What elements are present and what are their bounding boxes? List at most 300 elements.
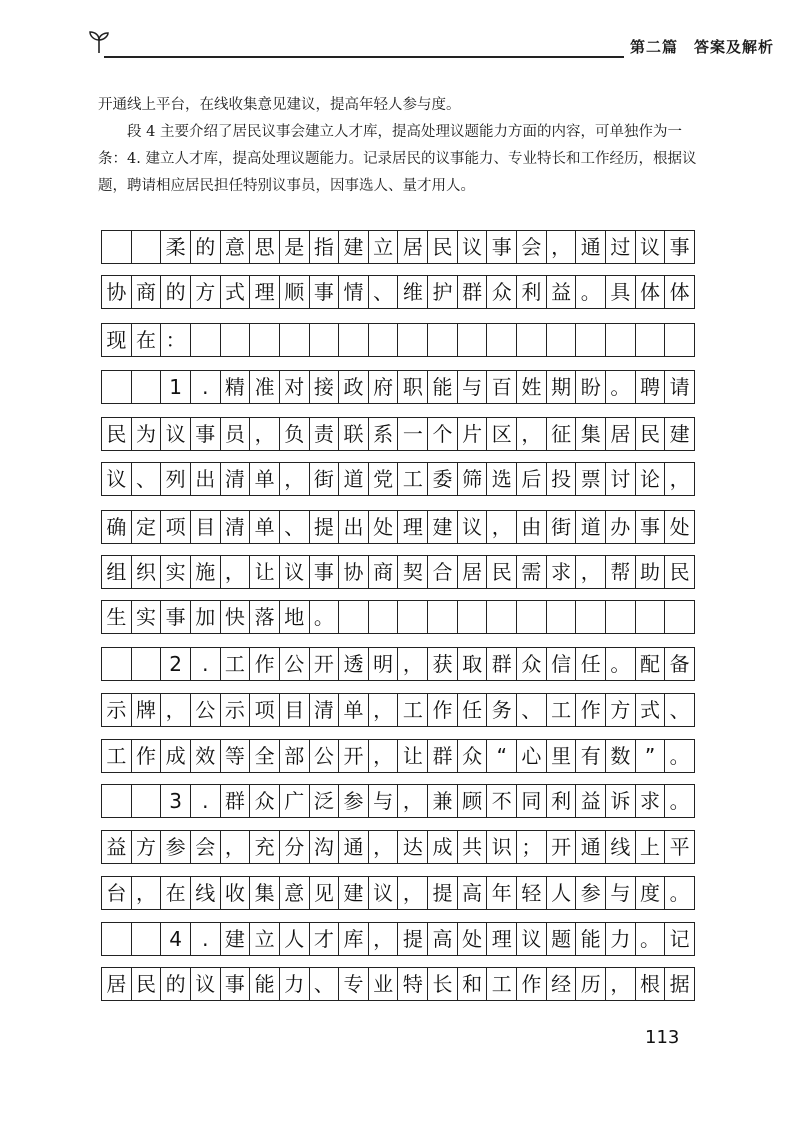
grid-cell (132, 648, 162, 680)
grid-cell: 街 (547, 511, 577, 543)
grid-cell: 事 (636, 511, 666, 543)
grid-cell: 。 (665, 740, 695, 772)
grid-cell: ， (221, 556, 251, 588)
grid-cell: 充 (250, 831, 280, 863)
grid-cell: 度 (636, 877, 666, 909)
answer-row (101, 275, 695, 309)
grid-cell: 人 (280, 923, 310, 955)
grid-cell: 柔 (161, 231, 191, 263)
grid-cell: 不 (487, 785, 517, 817)
grid-cell: 政 (339, 371, 369, 403)
grid-cell: 公 (191, 694, 221, 726)
answer-row (101, 510, 695, 544)
grid-cell: 众 (487, 276, 517, 308)
grid-cell: 委 (428, 463, 458, 495)
grid-cell: 、 (665, 694, 695, 726)
grid-cell: 居 (606, 418, 636, 450)
grid-cell: 公 (280, 648, 310, 680)
grid-cell: 在 (132, 324, 162, 356)
grid-cell (428, 601, 458, 633)
grid-cell: 投 (547, 463, 577, 495)
grid-cell: 力 (606, 923, 636, 955)
grid-cell: 效 (191, 740, 221, 772)
grid-cell: 议 (161, 418, 191, 450)
grid-cell: ， (398, 648, 428, 680)
grid-cell: 线 (191, 877, 221, 909)
grid-cell: 明 (369, 648, 399, 680)
grid-cell: 收 (221, 877, 251, 909)
printed-paragraph: 段 4 主要介绍了居民议事会建立人才库，提高处理议题能力方面的内容，可单独作为一条：4. 建立人才库，提高处理议题能力。记录居民的议事能力、专业特长和工作经历，根据议题，聘请相应居民担任特别议事员，因事选人、量才用人。 (98, 124, 697, 194)
grid-cell: 等 (221, 740, 251, 772)
header-rule (104, 56, 624, 58)
grid-cell: 票 (576, 463, 606, 495)
grid-cell: 协 (339, 556, 369, 588)
grid-cell: 项 (161, 511, 191, 543)
grid-cell: 工 (398, 694, 428, 726)
grid-cell: 区 (487, 418, 517, 450)
grid-cell (310, 324, 340, 356)
grid-cell: 开 (339, 740, 369, 772)
grid-cell (102, 785, 132, 817)
answer-row (101, 693, 695, 727)
grid-cell: 成 (428, 831, 458, 863)
grid-cell: 通 (576, 831, 606, 863)
grid-cell: 公 (310, 740, 340, 772)
grid-cell: 。 (636, 923, 666, 955)
grid-cell: 盼 (576, 371, 606, 403)
grid-cell: 作 (250, 648, 280, 680)
grid-cell: 情 (339, 276, 369, 308)
grid-cell: 合 (428, 556, 458, 588)
answer-row (101, 647, 695, 681)
grid-cell: 专 (339, 968, 369, 1000)
grid-cell: 集 (576, 418, 606, 450)
grid-cell (606, 601, 636, 633)
grid-cell: 诉 (606, 785, 636, 817)
grid-cell: ， (487, 511, 517, 543)
grid-cell: 清 (221, 463, 251, 495)
grid-cell: 征 (547, 418, 577, 450)
grid-cell: 见 (310, 877, 340, 909)
grid-cell: 建 (665, 418, 695, 450)
grid-cell: 益 (576, 785, 606, 817)
grid-cell: 沟 (310, 831, 340, 863)
grid-cell: 街 (310, 463, 340, 495)
grid-cell: ， (132, 877, 162, 909)
grid-cell: 单 (339, 694, 369, 726)
grid-cell: 会 (517, 231, 547, 263)
grid-cell: 工 (221, 648, 251, 680)
grid-cell: ： (161, 324, 191, 356)
grid-cell: 事 (161, 601, 191, 633)
grid-cell: 2 (161, 648, 191, 680)
page-number: 113 (645, 1027, 680, 1048)
grid-cell: 与 (458, 371, 488, 403)
grid-cell: 居 (458, 556, 488, 588)
grid-cell: 商 (369, 556, 399, 588)
grid-cell: 后 (517, 463, 547, 495)
grid-cell (665, 324, 695, 356)
grid-cell: 。 (606, 371, 636, 403)
grid-cell: 能 (576, 923, 606, 955)
grid-cell: 据 (665, 968, 695, 1000)
grid-cell: 识 (487, 831, 517, 863)
grid-cell: 人 (547, 877, 577, 909)
grid-cell: 织 (132, 556, 162, 588)
grid-cell: 论 (636, 463, 666, 495)
grid-cell: 目 (280, 694, 310, 726)
answer-row (101, 417, 695, 451)
grid-cell: 、 (517, 694, 547, 726)
grid-cell: 办 (606, 511, 636, 543)
grid-cell: ， (369, 831, 399, 863)
answer-row (101, 739, 695, 773)
grid-cell: 库 (339, 923, 369, 955)
grid-cell (102, 231, 132, 263)
grid-cell: 、 (280, 511, 310, 543)
grid-cell: 年 (487, 877, 517, 909)
grid-cell: ， (576, 556, 606, 588)
grid-cell: 题 (547, 923, 577, 955)
grid-cell (636, 601, 666, 633)
grid-cell: ， (547, 231, 577, 263)
grid-cell: 信 (547, 648, 577, 680)
grid-cell: 单 (250, 463, 280, 495)
grid-cell: 地 (280, 601, 310, 633)
grid-cell: 处 (369, 511, 399, 543)
grid-cell: 立 (369, 231, 399, 263)
grid-cell: 意 (280, 877, 310, 909)
grid-cell (636, 324, 666, 356)
grid-cell: ， (161, 694, 191, 726)
grid-cell: 建 (339, 877, 369, 909)
grid-cell: ， (398, 785, 428, 817)
grid-cell: 达 (398, 831, 428, 863)
grid-cell: 议 (458, 511, 488, 543)
grid-cell: 、 (369, 276, 399, 308)
grid-cell: 选 (487, 463, 517, 495)
grid-cell: 求 (547, 556, 577, 588)
grid-cell: 筛 (458, 463, 488, 495)
grid-cell: 员 (221, 418, 251, 450)
grid-cell: 体 (665, 276, 695, 308)
grid-cell: 式 (221, 276, 251, 308)
grid-cell (339, 324, 369, 356)
answer-row (101, 600, 695, 634)
grid-cell: 高 (458, 877, 488, 909)
grid-cell: 意 (221, 231, 251, 263)
grid-cell: 确 (102, 511, 132, 543)
grid-cell: 百 (487, 371, 517, 403)
answer-row (101, 876, 695, 910)
grid-cell: 兼 (428, 785, 458, 817)
grid-cell: 契 (398, 556, 428, 588)
grid-cell: 生 (102, 601, 132, 633)
grid-cell: 示 (221, 694, 251, 726)
grid-cell: 目 (191, 511, 221, 543)
grid-cell: 方 (132, 831, 162, 863)
grid-cell (576, 601, 606, 633)
grid-cell (132, 231, 162, 263)
grid-cell: 。 (310, 601, 340, 633)
grid-cell: 责 (310, 418, 340, 450)
grid-cell: 议 (636, 231, 666, 263)
grid-cell: 的 (191, 231, 221, 263)
grid-cell: 党 (369, 463, 399, 495)
grid-cell: . (191, 648, 221, 680)
grid-cell: “ (487, 740, 517, 772)
grid-cell: 民 (487, 556, 517, 588)
grid-cell: 求 (636, 785, 666, 817)
grid-cell: 牌 (132, 694, 162, 726)
grid-cell: 上 (636, 831, 666, 863)
grid-cell: ， (221, 831, 251, 863)
grid-cell: 商 (132, 276, 162, 308)
grid-cell (458, 324, 488, 356)
grid-cell: 广 (280, 785, 310, 817)
grid-cell: ， (369, 694, 399, 726)
grid-cell: 特 (398, 968, 428, 1000)
grid-cell (191, 324, 221, 356)
grid-cell: ， (517, 418, 547, 450)
grid-cell: 业 (369, 968, 399, 1000)
answer-row (101, 323, 695, 357)
grid-cell: . (191, 371, 221, 403)
grid-cell: 方 (191, 276, 221, 308)
grid-cell (132, 785, 162, 817)
grid-cell: 议 (280, 556, 310, 588)
grid-cell: 维 (398, 276, 428, 308)
grid-cell (339, 601, 369, 633)
grid-cell: 职 (398, 371, 428, 403)
grid-cell: 对 (280, 371, 310, 403)
answer-row (101, 370, 695, 404)
grid-cell: 与 (369, 785, 399, 817)
grid-cell: 事 (310, 276, 340, 308)
grid-cell: 需 (517, 556, 547, 588)
grid-cell: 能 (428, 371, 458, 403)
grid-cell: 事 (487, 231, 517, 263)
grid-cell: 利 (517, 276, 547, 308)
grid-cell: 民 (636, 418, 666, 450)
grid-cell: 助 (636, 556, 666, 588)
grid-cell: 接 (310, 371, 340, 403)
grid-cell: 泛 (310, 785, 340, 817)
grid-cell: 方 (606, 694, 636, 726)
printed-line: 开通线上平台，在线收集意见建议，提高年轻人参与度。 (98, 97, 461, 113)
grid-cell: 帮 (606, 556, 636, 588)
grid-cell: ， (398, 877, 428, 909)
grid-cell: 能 (250, 968, 280, 1000)
grid-cell: 事 (665, 231, 695, 263)
grid-cell: 的 (161, 276, 191, 308)
grid-cell: 。 (576, 276, 606, 308)
grid-cell: 成 (161, 740, 191, 772)
grid-cell: 民 (428, 231, 458, 263)
answer-row (101, 967, 695, 1001)
grid-cell: ， (280, 463, 310, 495)
grid-cell: 部 (280, 740, 310, 772)
grid-cell: 参 (339, 785, 369, 817)
grid-cell: 联 (339, 418, 369, 450)
grid-cell: 、 (132, 463, 162, 495)
grid-cell: 议 (458, 231, 488, 263)
grid-cell: 示 (102, 694, 132, 726)
grid-cell: 1 (161, 371, 191, 403)
grid-cell: 让 (398, 740, 428, 772)
grid-cell: 长 (428, 968, 458, 1000)
grid-cell: 全 (250, 740, 280, 772)
grid-cell: 4 (161, 923, 191, 955)
grid-cell: 经 (547, 968, 577, 1000)
grid-cell: 台 (102, 877, 132, 909)
grid-cell: 务 (487, 694, 517, 726)
grid-cell: 群 (458, 276, 488, 308)
grid-cell: 参 (576, 877, 606, 909)
grid-cell: 顾 (458, 785, 488, 817)
grid-cell (221, 324, 251, 356)
grid-cell: 一 (398, 418, 428, 450)
grid-cell: 聘 (636, 371, 666, 403)
grid-cell: 获 (428, 648, 458, 680)
grid-cell: 建 (221, 923, 251, 955)
grid-cell: 开 (547, 831, 577, 863)
grid-cell (517, 324, 547, 356)
grid-cell: 众 (517, 648, 547, 680)
grid-cell: 利 (547, 785, 577, 817)
grid-cell: 有 (576, 740, 606, 772)
grid-cell: 数 (606, 740, 636, 772)
grid-cell: 工 (547, 694, 577, 726)
grid-cell: 、 (310, 968, 340, 1000)
grid-cell: 讨 (606, 463, 636, 495)
grid-cell: . (191, 923, 221, 955)
grid-cell: 高 (428, 923, 458, 955)
grid-cell: 通 (576, 231, 606, 263)
grid-cell: 个 (428, 418, 458, 450)
grid-cell: 组 (102, 556, 132, 588)
grid-cell: 同 (517, 785, 547, 817)
grid-cell: 议 (517, 923, 547, 955)
grid-cell (547, 601, 577, 633)
grid-cell: 清 (310, 694, 340, 726)
grid-cell: 出 (339, 511, 369, 543)
grid-cell: 益 (102, 831, 132, 863)
grid-cell (606, 324, 636, 356)
grid-cell: 精 (221, 371, 251, 403)
grid-cell (665, 601, 695, 633)
grid-cell: 指 (310, 231, 340, 263)
grid-cell: 过 (606, 231, 636, 263)
grid-cell (250, 324, 280, 356)
grid-cell: 姓 (517, 371, 547, 403)
grid-cell (547, 324, 577, 356)
grid-cell: 众 (458, 740, 488, 772)
grid-cell: 心 (517, 740, 547, 772)
grid-cell: 记 (665, 923, 695, 955)
grid-cell (102, 923, 132, 955)
grid-cell: 作 (428, 694, 458, 726)
grid-cell: 集 (250, 877, 280, 909)
grid-cell: 。 (606, 648, 636, 680)
grid-cell: 的 (161, 968, 191, 1000)
grid-cell: 是 (280, 231, 310, 263)
grid-cell (576, 324, 606, 356)
grid-cell: 作 (132, 740, 162, 772)
grid-cell: 清 (221, 511, 251, 543)
grid-cell: 顺 (280, 276, 310, 308)
grid-cell: 作 (576, 694, 606, 726)
answer-row (101, 230, 695, 264)
grid-cell: 负 (280, 418, 310, 450)
grid-cell: 作 (517, 968, 547, 1000)
grid-cell: 请 (665, 371, 695, 403)
grid-cell: 项 (250, 694, 280, 726)
grid-cell: 式 (636, 694, 666, 726)
grid-cell: 共 (458, 831, 488, 863)
grid-cell: 才 (310, 923, 340, 955)
answer-row (101, 462, 695, 496)
grid-cell: 议 (369, 877, 399, 909)
grid-cell: 透 (339, 648, 369, 680)
grid-cell: 现 (102, 324, 132, 356)
grid-cell: 益 (547, 276, 577, 308)
grid-cell: ” (636, 740, 666, 772)
grid-cell: 分 (280, 831, 310, 863)
grid-cell: ， (369, 740, 399, 772)
grid-cell: 单 (250, 511, 280, 543)
grid-cell: 在 (161, 877, 191, 909)
grid-cell: 片 (458, 418, 488, 450)
grid-cell: 具 (606, 276, 636, 308)
grid-cell: 议 (191, 968, 221, 1000)
grid-cell: 力 (280, 968, 310, 1000)
grid-cell: 参 (161, 831, 191, 863)
grid-cell: 列 (161, 463, 191, 495)
grid-cell: ， (665, 463, 695, 495)
answer-row (101, 830, 695, 864)
grid-cell: 会 (191, 831, 221, 863)
grid-cell: 定 (132, 511, 162, 543)
grid-cell: 理 (487, 923, 517, 955)
grid-cell: 备 (665, 648, 695, 680)
grid-cell: 准 (250, 371, 280, 403)
grid-cell (398, 324, 428, 356)
grid-cell: 群 (221, 785, 251, 817)
grid-cell: 出 (191, 463, 221, 495)
grid-cell: 体 (636, 276, 666, 308)
grid-cell: 轻 (517, 877, 547, 909)
grid-cell: 让 (250, 556, 280, 588)
grid-cell: 理 (250, 276, 280, 308)
grid-cell: 快 (221, 601, 251, 633)
grid-cell: 工 (487, 968, 517, 1000)
grid-cell: 护 (428, 276, 458, 308)
grid-cell: 群 (428, 740, 458, 772)
grid-cell (369, 601, 399, 633)
grid-cell: 建 (428, 511, 458, 543)
grid-cell (458, 601, 488, 633)
grid-cell: 建 (339, 231, 369, 263)
grid-cell: 任 (458, 694, 488, 726)
grid-cell: 事 (221, 968, 251, 1000)
grid-cell: 线 (606, 831, 636, 863)
grid-cell: 根 (636, 968, 666, 1000)
grid-cell (102, 371, 132, 403)
page-header (88, 22, 775, 62)
grid-cell (487, 601, 517, 633)
grid-cell: 事 (310, 556, 340, 588)
